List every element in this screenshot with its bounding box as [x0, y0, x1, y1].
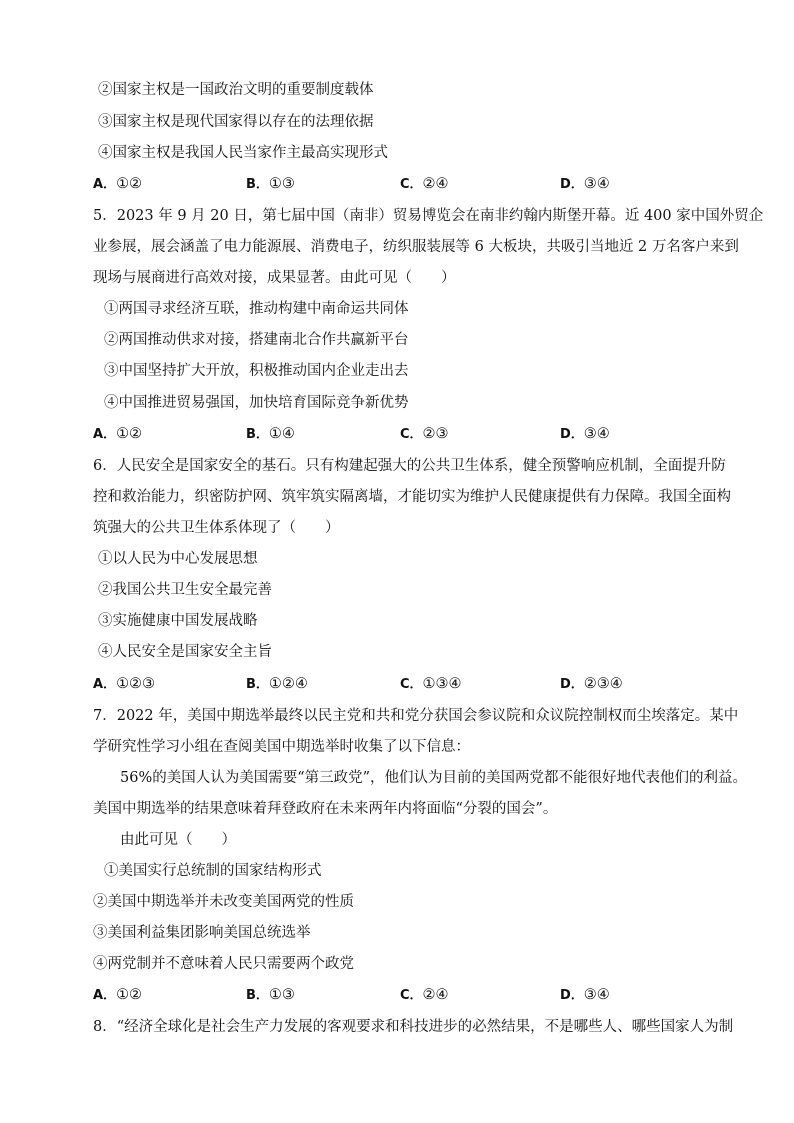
question-stem-line: 业参展，展会涵盖了电力能源展、消费电子，纺织服装展等 6 大板块，共吸引当地近 2 万名客户来到 [93, 239, 739, 255]
choice-c[interactable]: C．②④ [400, 987, 449, 1003]
choice-d[interactable]: D．③④ [560, 987, 610, 1003]
option-item: ②我国公共卫生安全最完善 [98, 582, 272, 598]
option-item: ①美国实行总统制的国家结构形式 [104, 863, 322, 879]
answer-choices [93, 674, 653, 694]
option-item: ②国家主权是一国政治文明的重要制度载体 [98, 82, 374, 98]
question-stem-line: 筑强大的公共卫生体系体现了（ ） [93, 520, 340, 536]
choice-b[interactable]: B．①②④ [246, 676, 308, 692]
choice-a[interactable]: A．①② [93, 176, 143, 192]
answer-choices [93, 424, 653, 444]
option-item: ③国家主权是现代国家得以存在的法理依据 [98, 114, 374, 130]
choice-d[interactable]: D．③④ [560, 176, 610, 192]
choice-b[interactable]: B．①④ [246, 426, 295, 442]
option-item: ④中国推进贸易强国，加快培育国际竞争新优势 [104, 395, 409, 411]
choice-a[interactable]: A．①②③ [93, 676, 156, 692]
question-stem-line: 学研究性学习小组在查阅美国中期选举时收集了以下信息： [93, 739, 470, 755]
option-item: ④国家主权是我国人民当家作主最高实现形式 [98, 145, 388, 161]
option-item: ①以人民为中心发展思想 [98, 551, 258, 567]
choice-b[interactable]: B．①③ [246, 176, 295, 192]
option-item: ②美国中期选举并未改变美国两党的性质 [93, 894, 354, 910]
choice-c[interactable]: C．②③ [400, 426, 449, 442]
choice-a[interactable]: A．①② [93, 987, 143, 1003]
question-stem-line: 控和救治能力，织密防护网、筑牢筑实隔离墙，才能切实为维护人民健康提供有力保障。我国全面构 [93, 489, 731, 505]
option-item: ④两党制并不意味着人民只需要两个政党 [93, 956, 354, 972]
question-stem-line: 现场与展商进行高效对接，成果显著。由此可见（ ） [93, 270, 456, 286]
choice-c[interactable]: C．①③④ [400, 676, 462, 692]
option-item: ③中国坚持扩大开放，积极推动国内企业走出去 [104, 363, 409, 379]
option-item: ③美国利益集团影响美国总统选举 [93, 925, 311, 941]
option-item: ③实施健康中国发展战略 [98, 613, 258, 629]
info-line: 美国中期选举的结果意味着拜登政府在未来两年内将面临“分裂的国会”。 [93, 801, 558, 817]
question-prompt: 由此可见（ ） [120, 832, 236, 848]
option-item: ②两国推动供求对接，搭建南北合作共赢新平台 [104, 332, 409, 348]
choice-c[interactable]: C．②④ [400, 176, 449, 192]
info-line: 56%的美国人认为美国需要“第三政党”，他们认为目前的美国两党都不能很好地代表他们的利益。 [120, 770, 748, 786]
choice-d[interactable]: D．③④ [560, 426, 610, 442]
choice-d[interactable]: D．②③④ [560, 676, 623, 692]
question-stem-line: 6．人民安全是国家安全的基石。只有构建起强大的公共卫生体系，健全预警响应机制，全面提升防 [93, 458, 726, 474]
question-stem-line: 7．2022 年，美国中期选举最终以民主党和共和党分获国会参议院和众议院控制权而尘埃落定。某中 [93, 708, 739, 724]
option-item: ①两国寻求经济互联，推动构建中南命运共同体 [104, 301, 409, 317]
answer-choices [93, 174, 653, 194]
choice-b[interactable]: B．①③ [246, 987, 295, 1003]
option-item: ④人民安全是国家安全主旨 [98, 644, 272, 660]
question-stem-line: 8．“经济全球化是社会生产力发展的客观要求和科技进步的必然结果，不是哪些人、哪些国家人为制 [93, 1019, 734, 1035]
answer-choices [93, 985, 653, 1005]
choice-a[interactable]: A．①② [93, 426, 143, 442]
question-stem-line: 5．2023 年 9 月 20 日，第七届中国（南非）贸易博览会在南非约翰内斯堡开幕。近 400 家中国外贸企 [93, 208, 764, 224]
